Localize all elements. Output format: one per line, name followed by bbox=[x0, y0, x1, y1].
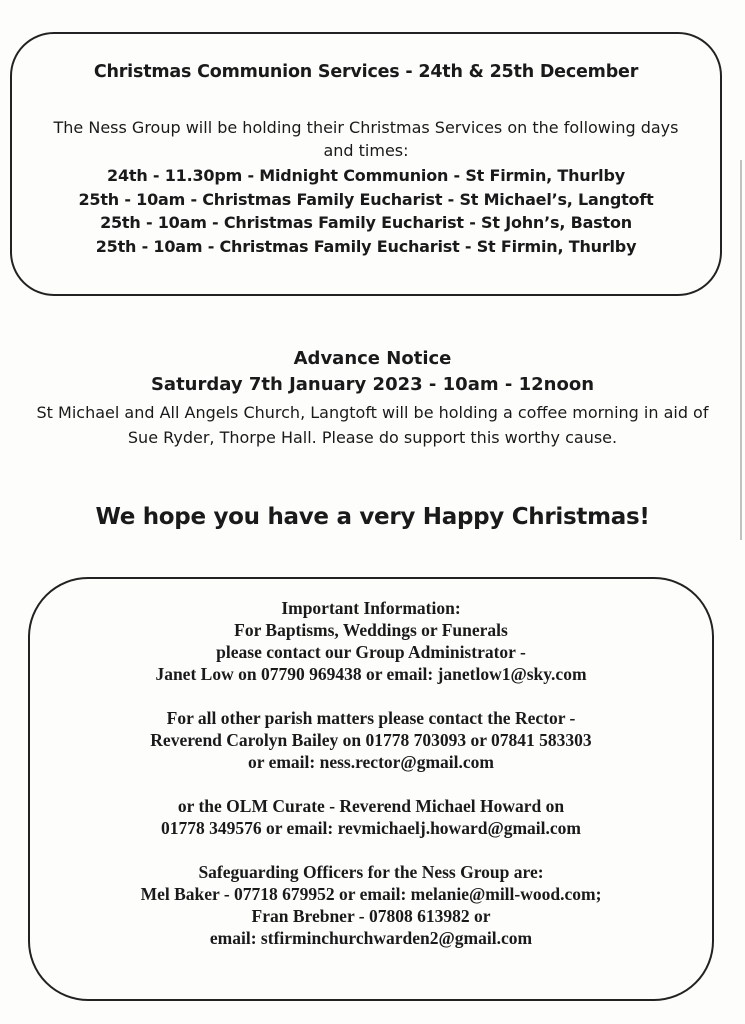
info-curate-details: 01778 349576 or email: revmichaelj.howard@gmail.com bbox=[160, 818, 581, 838]
info-baptisms-line: For Baptisms, Weddings or Funerals bbox=[234, 620, 508, 640]
spacer bbox=[30, 773, 712, 795]
important-information-content bbox=[30, 597, 712, 949]
advance-notice-heading: Advance Notice bbox=[293, 348, 452, 369]
advance-notice-date: Saturday 7th January 2023 - 10am - 12noon bbox=[150, 374, 595, 395]
info-rector-intro: For all other parish matters please contact the Rector - bbox=[166, 708, 576, 728]
service-item: 25th - 10am - Christmas Family Eucharist - St Michael’s, Langtoft bbox=[78, 189, 654, 209]
info-safeguarding-2: Fran Brebner - 07808 613982 or bbox=[251, 906, 491, 926]
services-list bbox=[12, 164, 720, 258]
spacer bbox=[30, 839, 712, 861]
advance-notice-body: St Michael and All Angels Church, Langtoft will be holding a coffee morning in aid of Sue Ryder, Thorpe Hall. Please do support this worthy cause. bbox=[36, 403, 709, 447]
advance-notice bbox=[30, 346, 715, 450]
info-heading: Important Information: bbox=[281, 598, 461, 618]
info-rector-details: Reverend Carolyn Bailey on 01778 703093 or 07841 583303 bbox=[150, 730, 592, 750]
info-admin-details: Janet Low on 07790 969438 or email: janetlow1@sky.com bbox=[155, 664, 587, 684]
info-curate-intro: or the OLM Curate - Reverend Michael Howard on bbox=[177, 796, 565, 816]
info-rector-email: or email: ness.rector@gmail.com bbox=[248, 752, 494, 772]
info-contact-admin: please contact our Group Administrator - bbox=[216, 642, 526, 662]
christmas-greeting: We hope you have a very Happy Christmas! bbox=[95, 504, 650, 530]
spacer bbox=[30, 685, 712, 707]
services-intro: The Ness Group will be holding their Christmas Services on the following days and times: bbox=[53, 118, 679, 160]
scan-edge-shadow bbox=[740, 160, 742, 540]
info-safeguarding-1: Mel Baker - 07718 679952 or email: melanie@mill-wood.com; bbox=[140, 884, 602, 904]
important-information-box bbox=[28, 577, 714, 1001]
service-item: 24th - 11.30pm - Midnight Communion - St Firmin, Thurlby bbox=[107, 166, 625, 185]
service-item: 25th - 10am - Christmas Family Eucharist - St John’s, Baston bbox=[100, 213, 632, 232]
info-safeguarding-3: email: stfirminchurchwarden2@gmail.com bbox=[209, 928, 533, 948]
info-safeguarding-intro: Safeguarding Officers for the Ness Group are: bbox=[198, 862, 544, 882]
christmas-services-box bbox=[10, 32, 722, 296]
services-title: Christmas Communion Services - 24th & 25th December bbox=[93, 62, 639, 82]
service-item: 25th - 10am - Christmas Family Eucharist - St Firmin, Thurlby bbox=[95, 236, 637, 256]
